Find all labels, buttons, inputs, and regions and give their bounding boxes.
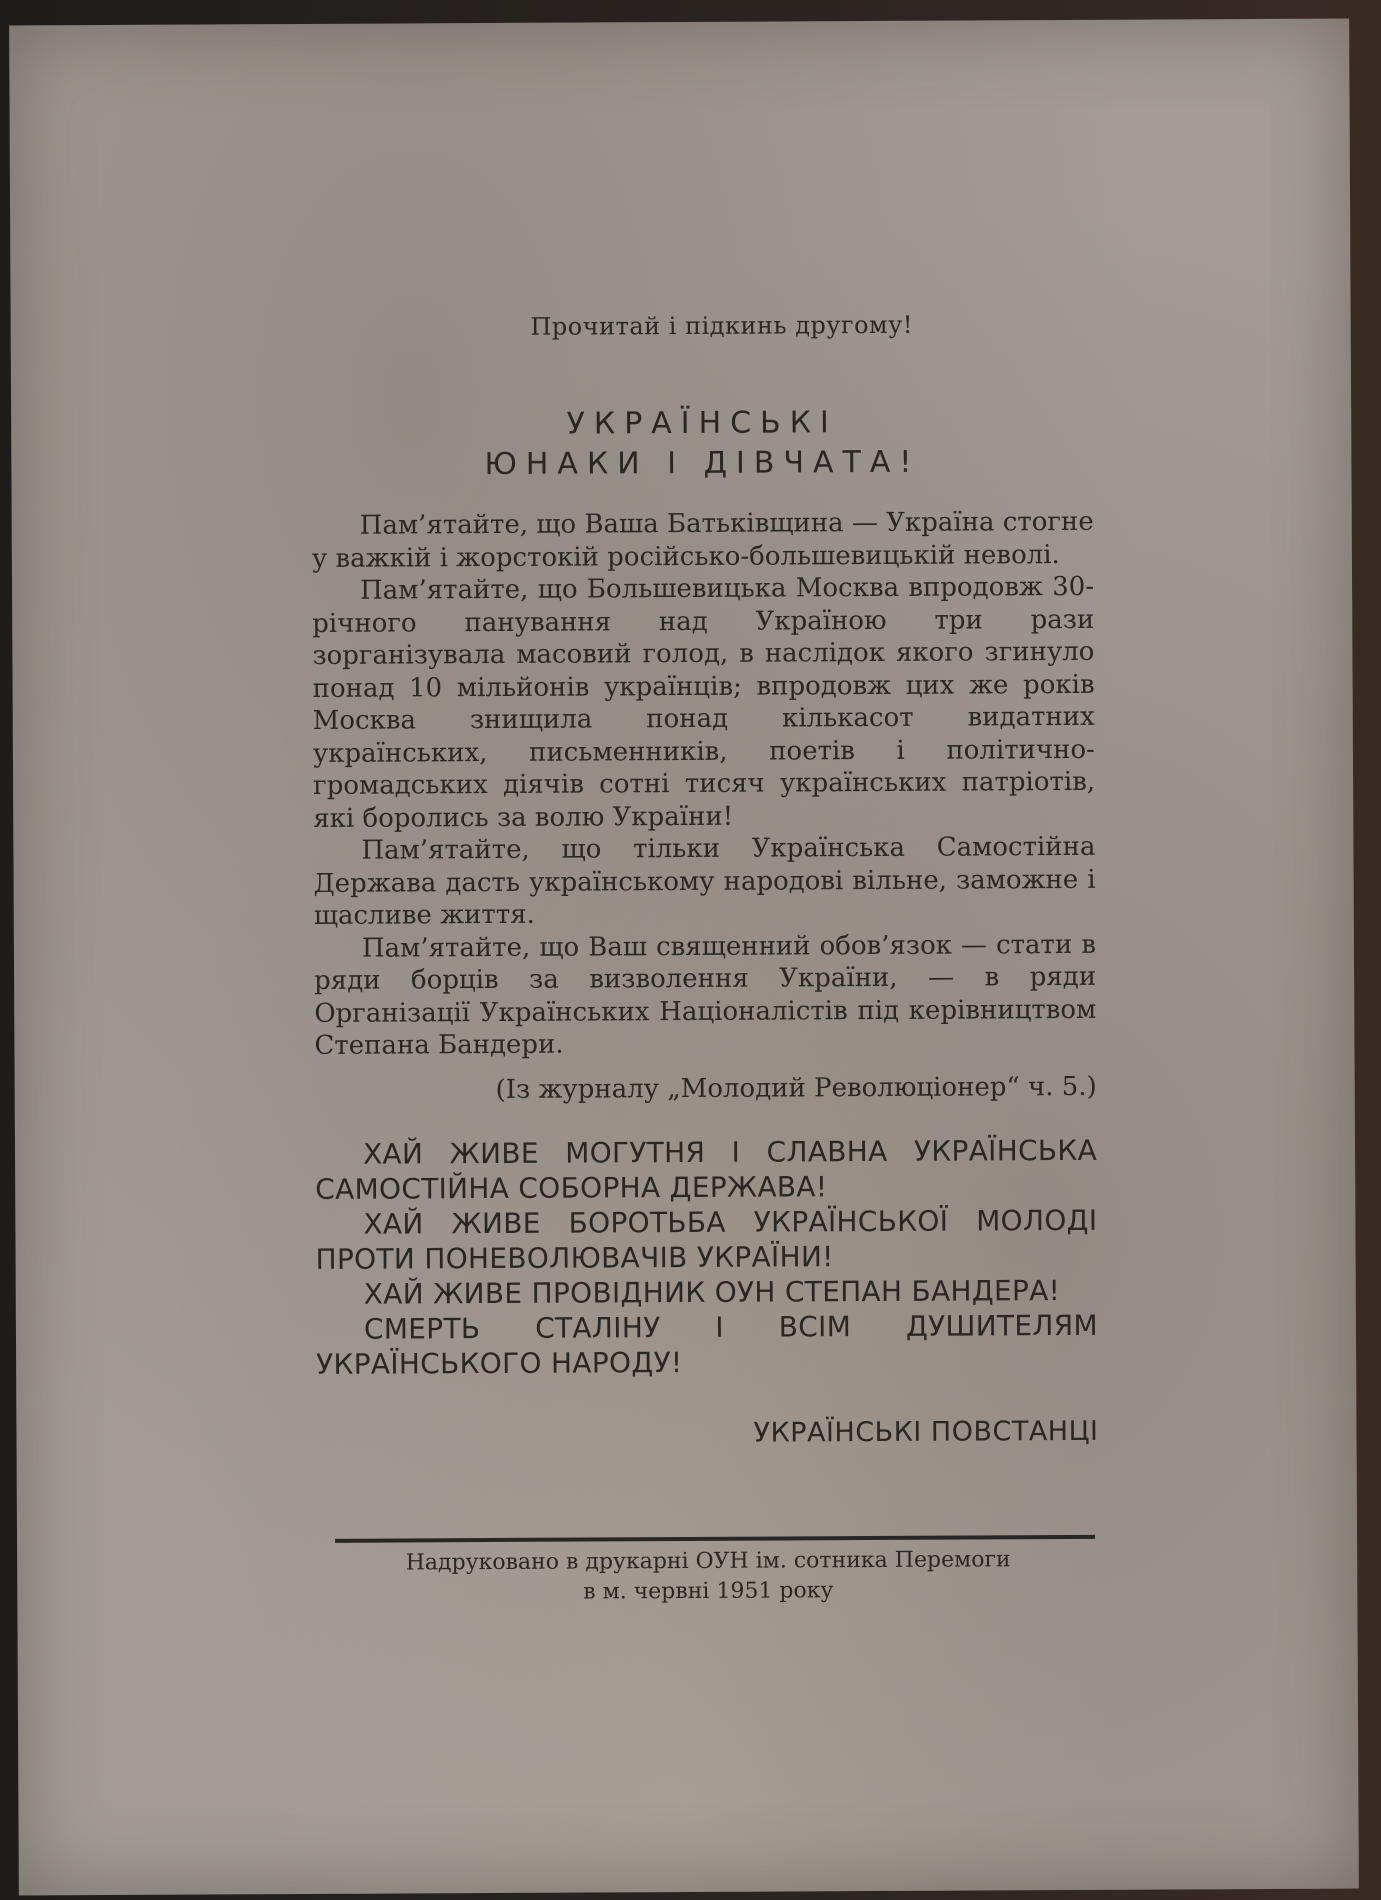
leaflet-signature: УКРАЇНСЬКІ ПОВСТАНЦІ — [753, 1415, 1099, 1449]
paragraph-4: Пам’ятайте, що Ваш священний обов’язок — стати в ряди борців за визволення України, — в ряди Організації Українських Націоналістів під керівництвом Степана Бандери. — [314, 929, 1097, 1061]
title-line-2: ЮНАКИ І ДІВЧАТА! — [484, 444, 921, 483]
slogan-1: ХАЙ ЖИВЕ МОГУТНЯ І СЛАВНА УКРАЇНСЬКА САМОСТІЙНА СОБОРНА ДЕРЖАВА! — [315, 1133, 1098, 1206]
imprint-line-1: Надруковано в друкарні ОУН ім. сотника Перемоги — [405, 1547, 1011, 1576]
slogan-2: ХАЙ ЖИВЕ БОРОТЬБА УКРАЇНСЬКОЇ МОЛОДІ ПРОТИ ПОНЕВОЛЮВАЧІВ УКРАЇНИ! — [315, 1203, 1098, 1276]
leaflet-content — [311, 310, 1100, 1609]
paragraph-3: Пам’ятайте, що тільки Українська Самостійна Держава дасть українському народові вільне, заможне і щасливе життя. — [313, 831, 1096, 931]
imprint-line-2: в м. червні 1951 року — [583, 1578, 834, 1605]
journal-citation: (Із журналу „Молодий Революціонер“ ч. 5.) — [495, 1071, 1097, 1105]
slogan-3: ХАЙ ЖИВЕ ПРОВІДНИК ОУН СТЕПАН БАНДЕРА! — [363, 1274, 1061, 1311]
paragraph-1: Пам’ятайте, що Ваша Батьківщина — Україна стогне у важкій і жорстокій російсько-большевицькій неволі. — [311, 506, 1094, 574]
leaflet-title — [311, 402, 1093, 486]
leaflet-paper — [9, 19, 1359, 1896]
paragraph-2: Пам’ятайте, що Большевицька Москва впродовж 30-річного панування над Україною три рази зорганізувала масовий голод, в наслідок якого згинуло понад 10 мільйонів українців; впродовж цих же років Москва знищила понад кількасот видатних українських, письменників, поетів і політично-громадських діячів сотні тисяч українських патріотів, які боролись за волю України! — [312, 571, 1096, 834]
slogan-4: СМЕРТЬ СТАЛІНУ І ВСІМ ДУШИТЕЛЯМ УКРАЇНСЬКОГО НАРОДУ! — [316, 1308, 1099, 1381]
imprint — [317, 1545, 1099, 1609]
imprint-divider — [335, 1535, 1095, 1543]
leaflet-tagline: Прочитай і підкинь другому! — [530, 310, 914, 341]
title-line-1: УКРАЇНСЬКІ — [566, 405, 838, 442]
